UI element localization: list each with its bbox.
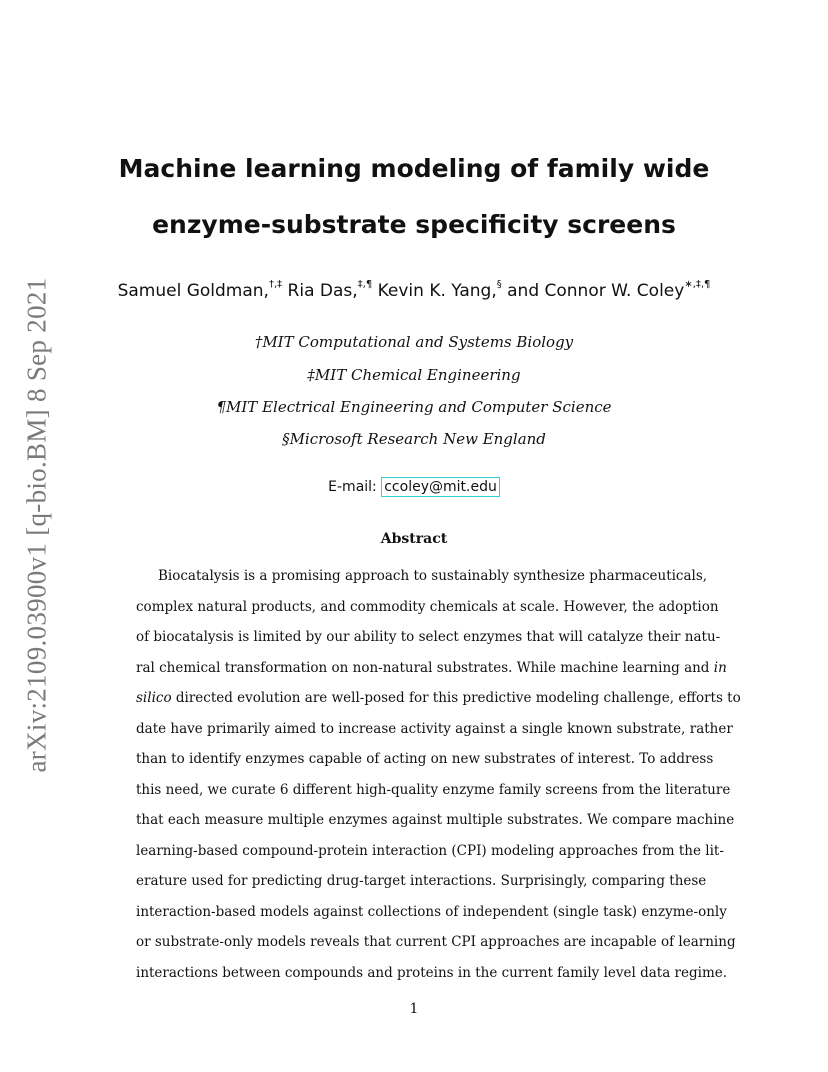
email-link[interactable]: ccoley@mit.edu <box>381 477 500 497</box>
author-coley: Connor W. Coley <box>544 281 685 301</box>
abstract-line: interaction-based models against collections of independent (single task) enzyme-only <box>136 903 727 920</box>
abstract-heading: Abstract <box>380 531 448 547</box>
author-connector: and <box>507 281 540 301</box>
abstract-line <box>136 683 741 714</box>
abstract-line <box>136 653 727 684</box>
abstract-body <box>136 561 741 988</box>
abstract-line-text: ral chemical transformation on non-natural substrates. While machine learning and <box>136 659 710 676</box>
affiliation-msr-ne: §Microsoft Research New England <box>282 430 546 448</box>
affiliation-mit-csb: †MIT Computational and Systems Biology <box>254 333 574 351</box>
abstract-line: that each measure multiple enzymes against multiple substrates. We compare machine <box>136 812 735 828</box>
abstract-line: interactions between compounds and proteins in the current family level data regime. <box>136 964 728 981</box>
author-das-affil: ‡,¶ <box>357 279 373 291</box>
author-goldman: Samuel Goldman, <box>117 281 269 301</box>
email-label: E-mail: <box>328 479 377 495</box>
italic-in: in <box>713 659 727 676</box>
abstract-line: learning-based compound-protein interaction (CPI) modeling approaches from the lit- <box>136 842 724 859</box>
abstract-line: complex natural products, and commodity chemicals at scale. However, the adoption <box>136 598 719 615</box>
abstract-line: date have primarily aimed to increase activity against a single known substrate, rather <box>136 720 733 737</box>
page-number: 1 <box>409 1001 419 1017</box>
author-list <box>0 281 828 301</box>
abstract-line: of biocatalysis is limited by our ability to select enzymes that will catalyze their natu- <box>136 629 721 645</box>
affiliation-mit-cheme: ‡MIT Chemical Engineering <box>307 366 521 384</box>
author-das: Ria Das, <box>287 281 358 301</box>
abstract-line: or substrate-only models reveals that current CPI approaches are incapable of learning <box>136 934 736 950</box>
affiliation-mit-eecs: ¶MIT Electrical Engineering and Computer Science <box>216 398 612 416</box>
abstract-line: erature used for predicting drug-target interactions. Surprisingly, comparing these <box>136 873 707 889</box>
author-coley-affil: ∗,‡,¶ <box>684 279 711 291</box>
italic-silico: silico <box>136 690 172 706</box>
arxiv-identifier: arXiv:2109.03900v1 [q-bio.BM] 8 Sep 2021 <box>21 277 52 773</box>
abstract-line: Biocatalysis is a promising approach to sustainably synthesize pharmaceuticals, <box>158 568 708 584</box>
author-yang-affil: § <box>496 279 502 291</box>
abstract-line: than to identify enzymes capable of acting on new substrates of interest. To address <box>136 751 714 767</box>
paper-title-line-2: enzyme-substrate specificity screens <box>152 210 676 239</box>
author-yang: Kevin K. Yang, <box>377 281 497 301</box>
author-goldman-affil: †,‡ <box>268 279 283 291</box>
contact-email <box>0 479 828 495</box>
abstract-line-text: directed evolution are well-posed for this predictive modeling challenge, efforts to <box>175 690 741 706</box>
abstract-line: this need, we curate 6 different high-quality enzyme family screens from the literature <box>136 781 731 798</box>
paper-title-line-1: Machine learning modeling of family wide <box>118 154 710 183</box>
